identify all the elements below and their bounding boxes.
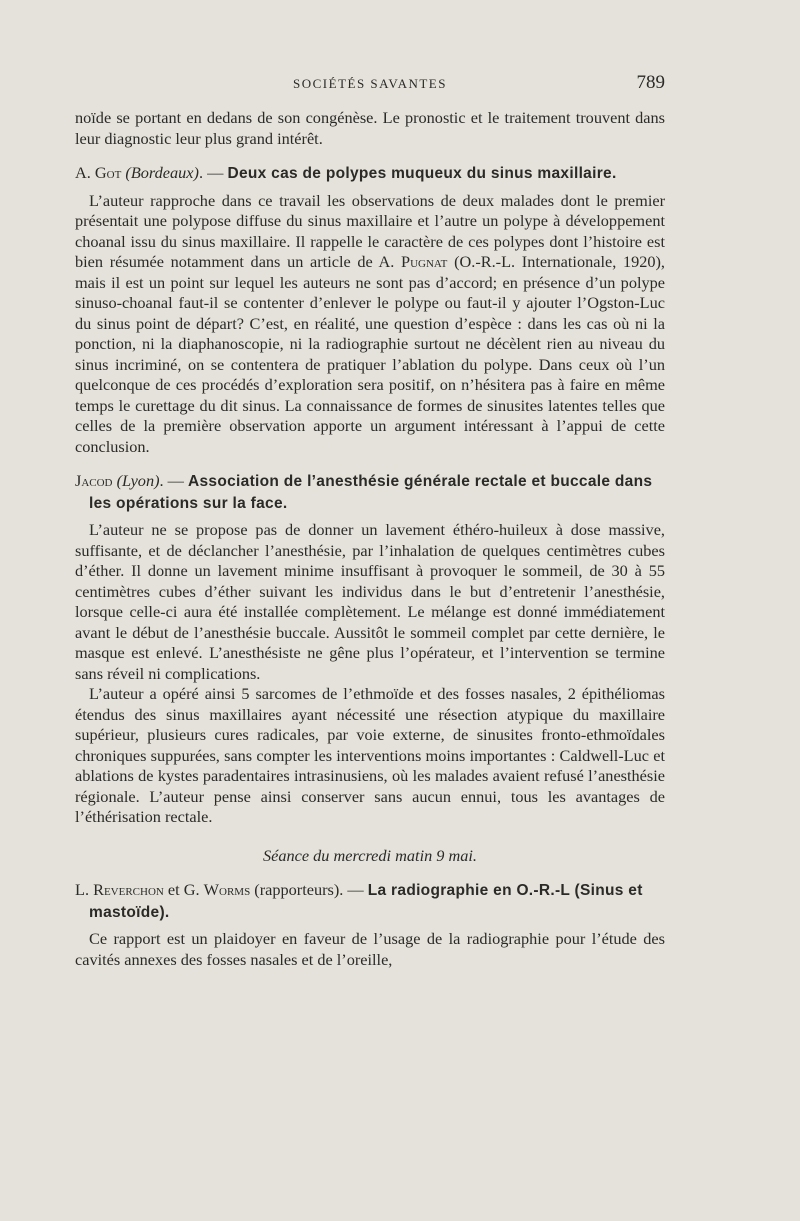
author-place: (Lyon) (116, 471, 160, 490)
cited-author: Pugnat (401, 252, 448, 271)
paragraph-text: (O.-R.-L. Internationale, 1920), mais il est un point sur lequel les auteurs ne sont pas d’accord; en présence d’un polype sinuso-choanal faut-il se contenter d’enlever le polype ou faut-il y ajouter l’Ogston-Luc du sinus point de départ? C’est, en réalité, une question d’espèce : dans les cas où ni la ponction, ni la diaphanoscopie, ni la radiographie surtout ne décèlent rien au niveau du sinus incriminé, on se contentera de pratiquer l’ablation du polype. Dans ceux où l’un quelconque de ces procédés d’exploration sera positif, on n’hésitera pas à faire en même temps le curettage du dit sinus. La connaissance de formes de sinusites latentes telles que celles de la première observation apporte un argument intéressant à l’appui de cette conclusion. (75, 252, 666, 456)
running-head: SOCIÉTÉS SAVANTES (293, 76, 447, 91)
entry-heading-reverchon (75, 880, 665, 923)
article-body (75, 108, 665, 970)
paragraph: L’auteur a opéré ainsi 5 sarcomes de l’ethmoïde et des fosses nasales, 2 épithéliomas étendus des sinus maxillaires ayant nécessité une résection atypique du maxillaire supérieur, plusieurs cures radicales, par voie externe, de sinusites fronto-ethmoïdales chroniques suppurées, sans compter les interventions moins importantes : Caldwell-Luc et ablations de kystes paradentaires intrasinusiens, où les malades avaient refusé l’anesthésie régionale. L’auteur pense ainsi conserver sans aucun ennui, tous les avantages de l’éthérisation rectale. (75, 684, 665, 826)
communication-title: La radiographie en O.-R.-L (Sinus et mastoïde). (89, 882, 643, 921)
heading-dash: . — (159, 471, 184, 490)
author-conjunction: et G. (167, 880, 200, 899)
intro-paragraph: noïde se portant en dedans de son congénèse. Le pronostic et le traitement trouvent dans leur diagnostic leur plus grand intérêt. (75, 108, 665, 148)
paragraph-text: L’auteur rapproche dans ce travail les observations de deux malades dont le premier présentait une polypose diffuse du sinus maxillaire et l’autre un polype à développement choanal issu du sinus maxillaire. Il rappelle le caractère de ces polypes dont l’histoire est bien résumée notamment dans un article de A. (75, 190, 665, 271)
paragraph (75, 191, 665, 458)
heading-dash: . — (198, 163, 224, 182)
paragraph: Ce rapport est un plaidoyer en faveur de l’usage de la radiographie pour l’étude des cavités annexes des fosses nasales et de l’oreille, (75, 929, 665, 969)
author-role: (rapporteurs). — (254, 880, 364, 899)
author-name: L. Reverchon (75, 880, 164, 899)
page-number: 789 (636, 72, 665, 93)
author-place: (Bordeaux) (125, 163, 199, 182)
author-name: Jacod (75, 471, 113, 490)
paragraph: L’auteur ne se propose pas de donner un lavement éthéro-huileux à dose massive, suffisante, et de déclancher l’anesthésie, par l’inhalation de quelques centimètres cubes d’éther. Il donne un lavement minime insuffisant à provoquer le sommeil, de 30 à 55 centimètres cubes d’éther suivant les individus dans le but d’entretenir l’anesthésie, lorsque celle-ci aura été installée complètement. Le mélange est donné immédiatement avant le début de l’anesthésie buccale. Aussitôt le sommeil complet par cette dernière, le masque est enlevé. L’anesthésiste ne gêne plus l’opérateur, et l’intervention se termine sans réveil ni complications. (75, 520, 665, 683)
session-heading: Séance du mercredi matin 9 mai. (262, 845, 478, 865)
author-name: A. Got (75, 163, 122, 182)
communication-title: Deux cas de polypes muqueux du sinus maxillaire. (227, 165, 617, 182)
page-header (75, 72, 665, 96)
entry-heading-got (75, 163, 665, 185)
author-name: Worms (203, 880, 251, 899)
communication-title: Association de l’anesthésie générale rectale et buccale dans les opérations sur la face. (89, 473, 653, 512)
entry-heading-jacod (75, 471, 665, 514)
